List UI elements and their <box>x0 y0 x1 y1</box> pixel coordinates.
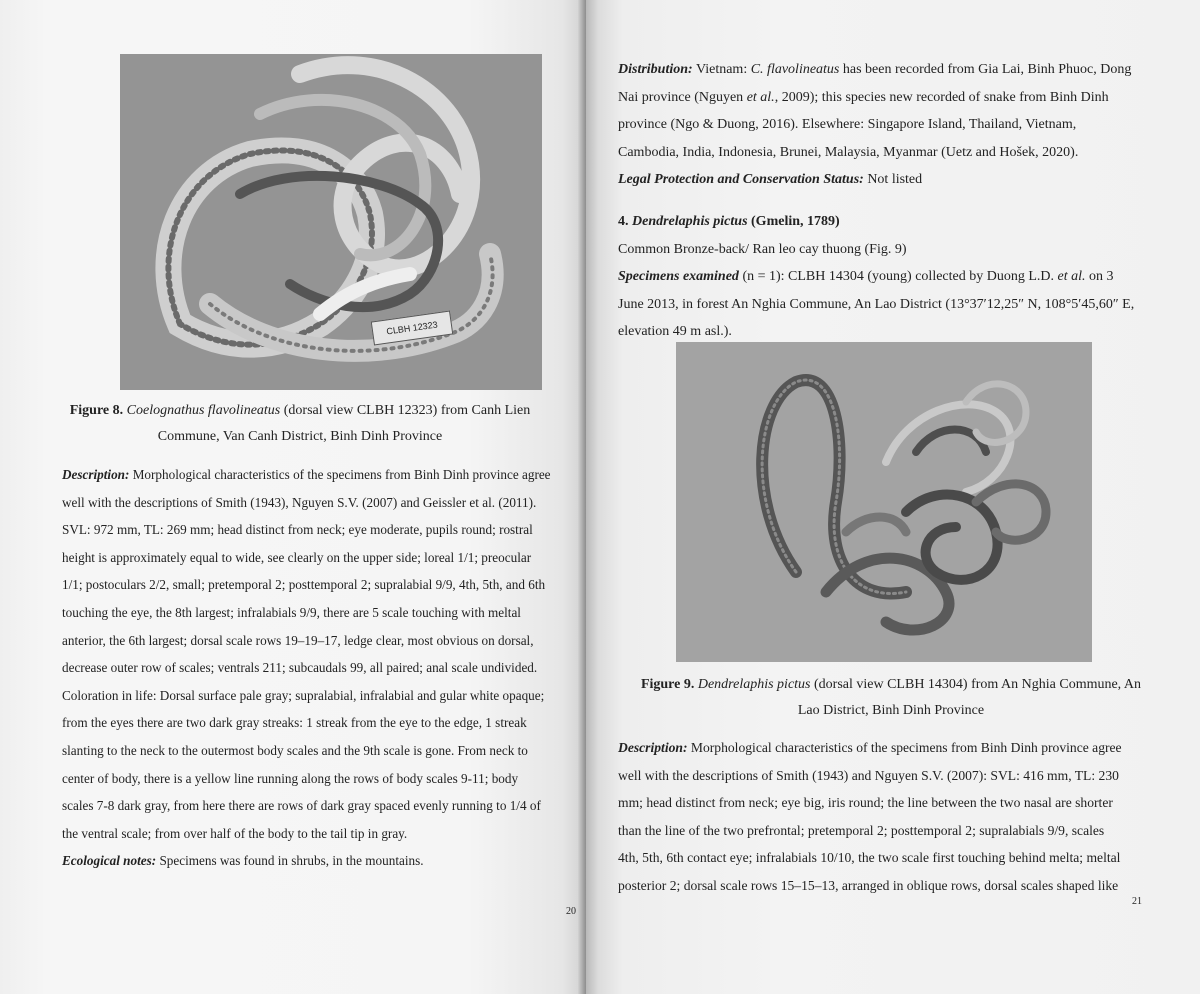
distribution <box>618 56 1152 194</box>
distribution-line: Distribution: Vietnam: C. flavolineatus has been recorded from Gia Lai, Binh Phuoc, Dong <box>618 62 1132 77</box>
specimens-line: elevation 49 m asl.). <box>618 324 732 340</box>
distribution-label: Distribution: <box>618 62 693 77</box>
left-description-line: scales 7-8 dark gray, from here there are rows of dark gray spaced evenly running to 1/4 of <box>62 798 541 814</box>
left-description-line: SVL: 972 mm, TL: 269 mm; head distinct from neck; eye moderate, pupils round; rostral <box>62 522 533 538</box>
left-description-line: slanting to the neck to the outermost body scales and the 9th scale is gone. From neck to <box>62 742 528 758</box>
left-page <box>0 0 586 994</box>
description-label: Description: <box>62 467 130 482</box>
distribution-line: province (Ngo & Duong, 2016). Elsewhere: Singapore Island, Thailand, Vietnam, <box>618 117 1077 133</box>
ecological-notes: Ecological notes: Specimens was found in shrubs, in the mountains. <box>62 853 424 869</box>
ecological-label: Ecological notes: <box>62 853 157 869</box>
left-page-number: 20 <box>566 906 576 917</box>
figure-9-label: Figure 9. <box>640 677 695 692</box>
specimens-line: Specimens examined (n = 1): CLBH 14304 (young) collected by Duong L.D. et al. on 3 <box>618 269 1114 285</box>
distribution-line: Cambodia, India, Indonesia, Brunei, Malaysia, Myanmar (Uetz and Hošek, 2020). <box>618 144 1079 160</box>
left-description-line: decrease outer row of scales; ventrals 211; subcaudals 99, all paired; anal scale undivided. <box>62 660 538 676</box>
right-description-label: Description: <box>618 740 688 755</box>
figure-8-label: Figure 8. <box>69 403 124 418</box>
right-description-line: posterior 2; dorsal scale rows 15–15–13, arranged in oblique rows, dorsal scales shaped like <box>618 877 1119 893</box>
specimen-tag-text: CLBH 12323 <box>385 319 439 337</box>
figure-9-species: Dendrelaphis pictus <box>697 677 811 692</box>
specimens-line: June 2013, in forest An Nghia Commune, An Lao District (13°37′12,25″ N, 108°5′45,60″ E, <box>618 296 1135 312</box>
species-heading-name: Dendrelaphis pictus <box>632 214 748 229</box>
common-name: Common Bronze-back/ Ran leo cay thuong (Fig. 9) <box>618 241 907 257</box>
left-description-line: height is approximately equal to wide, see clearly on the upper side; loreal 1/1; preocular <box>62 549 532 565</box>
left-description <box>62 461 574 875</box>
legal-label: Legal Protection and Conservation Status: <box>618 172 864 188</box>
right-description-line: 4th, 5th, 6th contact eye; infralabials 10/10, the two scale first touching behind melta; meltal <box>618 850 1121 866</box>
left-description-line: anterior, the 6th largest; dorsal scale rows 19–19–17, ledge clear, most obvious on dorsal, <box>62 632 534 648</box>
left-description-line: well with the descriptions of Smith (1943), Nguyen S.V. (2007) and Geissler et al. (2011). <box>62 494 537 510</box>
left-description-line: 1/1; postoculars 2/2, small; pretemporal 2; posttemporal 2; supralabial 9/9, 4th, 5th, and 6th <box>62 577 546 593</box>
figure-8-caption-line1 <box>40 398 560 424</box>
figure-8-caption-rest: (dorsal view CLBH 12323) from Canh Lien <box>280 403 531 418</box>
legal-status: Legal Protection and Conservation Status: Not listed <box>618 172 923 188</box>
right-description-line: mm; head distinct from neck; eye big, iris round; the line between the two nasal are shorter <box>618 795 1113 811</box>
figure-8-species: Coelognathus flavolineatus <box>126 403 281 418</box>
figure-9-caption-rest: (dorsal view CLBH 14304) from An Nghia Commune, An <box>810 677 1142 692</box>
figure-8-caption <box>40 398 560 450</box>
left-description-line: Description: Morphological characteristics of the specimens from Binh Dinh province agree <box>62 467 551 482</box>
left-description-line: the ventral scale; from over half of the body to the tail tip in gray. <box>62 825 408 841</box>
figure-9-caption-line1 <box>606 672 1176 698</box>
right-description-line: than the line of the two prefrontal; pretemporal 2; posttemporal 2; supralabials 9/9, scales <box>618 822 1105 838</box>
species-heading: 4. Dendrelaphis pictus (Gmelin, 1789) <box>618 214 840 229</box>
distribution-line: Nai province (Nguyen et al., 2009); this species new recorded of snake from Binh Dinh <box>618 89 1109 105</box>
figure-9-caption <box>606 672 1176 724</box>
species-section <box>618 208 1152 346</box>
right-description <box>618 734 1152 900</box>
left-description-line: from the eyes there are two dark gray streaks: 1 streak from the eye to the edge, 1 streak <box>62 715 527 731</box>
right-description-line: well with the descriptions of Smith (1943) and Nguyen S.V. (2007): SVL: 416 mm, TL: 230 <box>618 767 1119 783</box>
figure-9-caption-line2: Lao District, Binh Dinh Province <box>797 703 985 718</box>
right-page-number: 21 <box>1132 896 1142 907</box>
left-description-line: touching the eye, the 8th largest; infralabials 9/9, there are 5 scale touching with meltal <box>62 604 521 620</box>
left-description-line: Coloration in life: Dorsal surface pale gray; supralabial, infralabial and gular white opaque; <box>62 687 545 703</box>
right-page <box>586 0 1200 994</box>
specimens-label: Specimens examined <box>618 269 739 285</box>
figure-8-photo <box>120 54 542 390</box>
right-description-line: Description: Morphological characteristics of the specimens from Binh Dinh province agree <box>618 740 1122 755</box>
figure-9-photo <box>676 342 1092 662</box>
figure-8-caption-line2: Commune, Van Canh District, Binh Dinh Province <box>157 429 443 444</box>
left-description-line: center of body, there is a yellow line running along the rows of body scales 9-11; body <box>62 770 519 786</box>
